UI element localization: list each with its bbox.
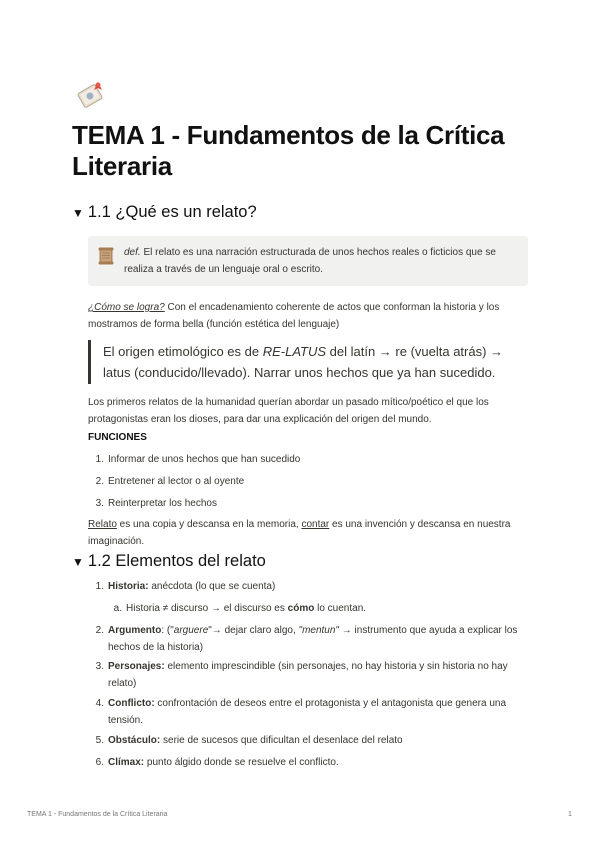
quote-text: [103, 341, 533, 383]
section-heading-2[interactable]: [72, 552, 266, 571]
sub-bold: cómo: [287, 603, 315, 614]
como-paragraph: [88, 299, 533, 333]
list-number: 1.: [95, 581, 104, 592]
list-number: 2.: [95, 625, 104, 636]
list-item: [90, 451, 510, 468]
term-desc: punto álgido donde se resuelve el conflicto.: [144, 757, 339, 768]
quote-part-2: del latín → re (vuelta atrás) → latus (conducido/llevado). Narrar unos hechos que ya han sucedido.: [103, 344, 504, 380]
section-heading-1[interactable]: [72, 203, 257, 222]
list-item-text: [108, 732, 526, 749]
list-number: 5.: [95, 735, 104, 746]
term: Conflicto:: [108, 698, 155, 709]
footer-title: TEMA 1 - Fundamentos de la Crítica Literaria: [27, 811, 168, 818]
sub-list-item-text: [126, 600, 366, 617]
list-letter: a.: [113, 603, 122, 614]
list-item-text: [108, 658, 526, 692]
list-item-text: [108, 695, 526, 729]
sub-text-1: Historia ≠ discurso → el discurso es: [126, 603, 288, 614]
list-number: 3.: [95, 661, 104, 672]
list-item: [90, 695, 530, 729]
list-item: [90, 578, 530, 595]
quote-part-1: El origen etimológico es de: [103, 344, 263, 359]
primeros-relatos-paragraph: Los primeros relatos de la humanidad querían abordar un pasado mítico/poético el que los protagonistas eran los dioses, para dar una explicación del origen del mundo.: [88, 397, 489, 425]
term-desc: elemento imprescindible (sin personajes, no hay historia y sin historia no hay relato): [108, 661, 508, 689]
list-item: [90, 622, 530, 656]
list-item: [90, 658, 530, 692]
list-number: 6.: [95, 757, 104, 768]
list-item-text: Informar de unos hechos que han sucedido: [108, 454, 301, 465]
list-number: 3.: [95, 498, 104, 509]
relato-contar-paragraph: [88, 516, 533, 550]
sub-text-2: lo cuentan.: [314, 603, 367, 614]
list-number: 4.: [95, 698, 104, 709]
scroll-icon: [98, 247, 114, 265]
term-desc-3: → instrumento que ayuda a explicar los hechos de la historia): [108, 625, 518, 653]
relato-word: Relato: [88, 519, 117, 530]
page-title: TEMA 1 - Fundamentos de la Crítica Literaria: [72, 120, 505, 181]
callout-text: [124, 244, 520, 278]
list-number: 2.: [95, 476, 104, 487]
list-item: [90, 754, 530, 771]
term-desc: : (": [161, 625, 174, 636]
list-item: [90, 732, 530, 749]
toggle-triangle-icon[interactable]: ▼: [72, 555, 84, 569]
term: Clímax:: [108, 757, 145, 768]
section-heading-text: 1.2 Elementos del relato: [87, 552, 266, 570]
list-item-text: [108, 622, 526, 656]
funciones-label: FUNCIONES: [88, 432, 147, 443]
term-desc: anécdota (lo que se cuenta): [148, 581, 276, 592]
def-label: def.: [124, 247, 141, 258]
como-text: Con el encadenamiento coherente de actos que conforman la historia y los mostramos de forma bella (función estética del lenguaje): [88, 302, 500, 330]
term: Obstáculo:: [108, 735, 161, 746]
list-item: [90, 473, 510, 490]
list-item-text: Entretener al lector o al oyente: [108, 476, 245, 487]
quote-relatus: RE-LATUS: [262, 344, 327, 359]
page-number: 1: [568, 811, 572, 818]
term: Personajes:: [108, 661, 165, 672]
toggle-triangle-icon[interactable]: ▼: [72, 206, 84, 220]
list-number: 1.: [95, 454, 104, 465]
mentun-word: "mentun": [298, 625, 339, 636]
term: Argumento: [108, 625, 162, 636]
como-question: ¿Cómo se logra?: [88, 302, 165, 313]
relato-text-2: es una invención y descansa en nuestra imaginación.: [88, 519, 511, 547]
sub-list-item: [108, 600, 528, 617]
term-desc-2: "→ dejar claro algo,: [208, 625, 299, 636]
list-item: [90, 495, 510, 512]
contar-word: contar: [301, 519, 330, 530]
definition-text: El relato es una narración estructurada de unos hechos reales o ficticios que se realiza a través de un lenguaje oral o escrito.: [124, 247, 496, 275]
definition-callout: [88, 236, 528, 286]
list-item-text: [108, 754, 526, 771]
term-desc: serie de sucesos que dificultan el desenlace del relato: [160, 735, 403, 746]
term: Historia:: [108, 581, 149, 592]
bookmark-scroll-icon: [72, 78, 108, 114]
list-item-text: [108, 578, 275, 595]
section-heading-text: 1.1 ¿Qué es un relato?: [87, 203, 257, 221]
relato-text-1: es una copia y descansa en la memoria,: [116, 519, 302, 530]
list-item-text: Reinterpretar los hechos: [108, 498, 217, 509]
etymology-quote: [88, 340, 536, 384]
arguere-word: arguere: [173, 625, 209, 636]
term-desc: confrontación de deseos entre el protagonista y el antagonista que genera una tensión.: [108, 698, 507, 726]
